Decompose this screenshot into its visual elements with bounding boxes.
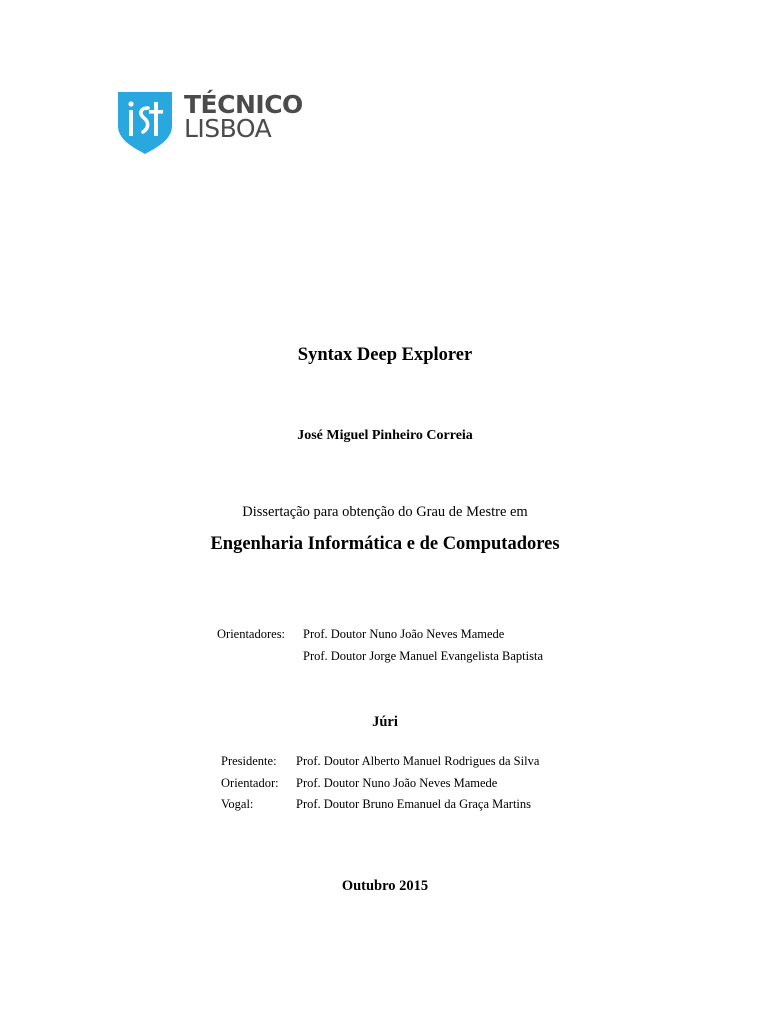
advisor-name-2: Prof. Doutor Jorge Manuel Evangelista Baptista [303, 649, 544, 663]
degree-name: Engenharia Informática e de Computadores [210, 534, 560, 554]
jury-name-president: Prof. Doutor Alberto Manuel Rodrigues da Silva [296, 754, 540, 768]
jury-role-advisor: Orientador: [221, 776, 279, 790]
institution-logo [118, 90, 303, 156]
jury-heading: Júri [372, 714, 398, 730]
advisors-label: Orientadores: [217, 627, 286, 641]
thesis-title: Syntax Deep Explorer [297, 345, 473, 365]
jury-role-member: Vogal: [221, 797, 254, 811]
ist-shield-icon [118, 92, 172, 154]
jury-name-advisor: Prof. Doutor Nuno João Neves Mamede [296, 776, 498, 790]
author-name: José Miguel Pinheiro Correia [297, 428, 473, 443]
logo-text-lisboa: LISBOA [184, 114, 272, 143]
jury-name-member: Prof. Doutor Bruno Emanuel da Graça Martins [296, 797, 532, 811]
logo-text-tecnico: TÉCNICO [184, 90, 303, 119]
advisor-name-1: Prof. Doutor Nuno João Neves Mamede [303, 627, 505, 641]
jury-role-president: Presidente: [221, 754, 277, 768]
submission-date: Outubro 2015 [341, 878, 429, 894]
dissertation-statement: Dissertação para obtenção do Grau de Mestre em [242, 504, 528, 520]
